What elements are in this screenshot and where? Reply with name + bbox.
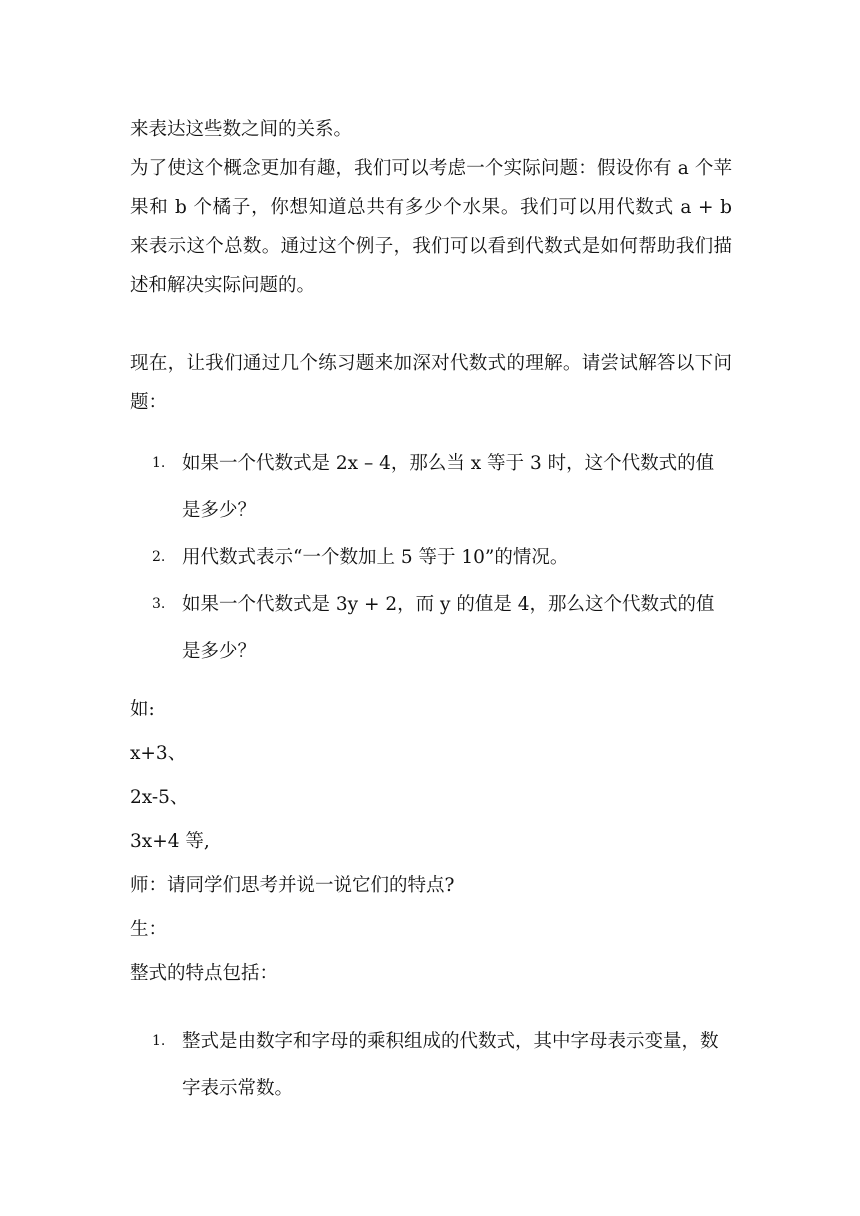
paragraph-fruit-example: 为了使这个概念更加有趣，我们可以考虑一个实际问题：假设你有 a 个苹果和 b 个橘子，你想知道总共有多少个水果。我们可以用代数式 a + b 来表示这个总数。通过这个例子，我们可以看到代数式是如何帮助我们描述和解决实际问题的。 xyxy=(130,158,732,296)
feature-item xyxy=(130,1018,732,1112)
example-expression-1: x+3、 xyxy=(130,743,187,764)
paragraph-exercise-intro: 现在，让我们通过几个练习题来加深对代数式的理解。请尝试解答以下问题： xyxy=(130,353,732,413)
exercise-item xyxy=(130,534,732,581)
list-number: 3. xyxy=(152,596,166,612)
example-expression-3: 3x+4 等, xyxy=(130,831,210,852)
student-label: 生： xyxy=(130,919,168,940)
list-number: 1. xyxy=(152,1033,166,1049)
exercise-list xyxy=(130,440,732,675)
feature-text: 整式是由数字和字母的乘积组成的代数式，其中字母表示变量，数字表示常数。 xyxy=(182,1031,719,1099)
exercise-text: 如果一个代数式是 3y + 2，而 y 的值是 4，那么这个代数式的值是多少？ xyxy=(182,594,715,662)
exercise-text: 如果一个代数式是 2x – 4，那么当 x 等于 3 时，这个代数式的值是多少？ xyxy=(182,453,715,521)
list-number: 2. xyxy=(152,549,166,565)
paragraph-intro-end: 来表达这些数之间的关系。 xyxy=(130,119,353,140)
features-intro: 整式的特点包括： xyxy=(130,963,279,984)
exercise-text: 用代数式表示“一个数加上 5 等于 10”的情况。 xyxy=(182,547,569,568)
features-list xyxy=(130,1018,732,1112)
exercise-item xyxy=(130,581,732,675)
example-expression-2: 2x-5、 xyxy=(130,787,189,808)
teacher-question: 师：请同学们思考并说一说它们的特点? xyxy=(130,875,455,896)
exercise-item xyxy=(130,440,732,534)
list-number: 1. xyxy=(152,455,166,471)
example-intro: 如: xyxy=(130,699,155,720)
